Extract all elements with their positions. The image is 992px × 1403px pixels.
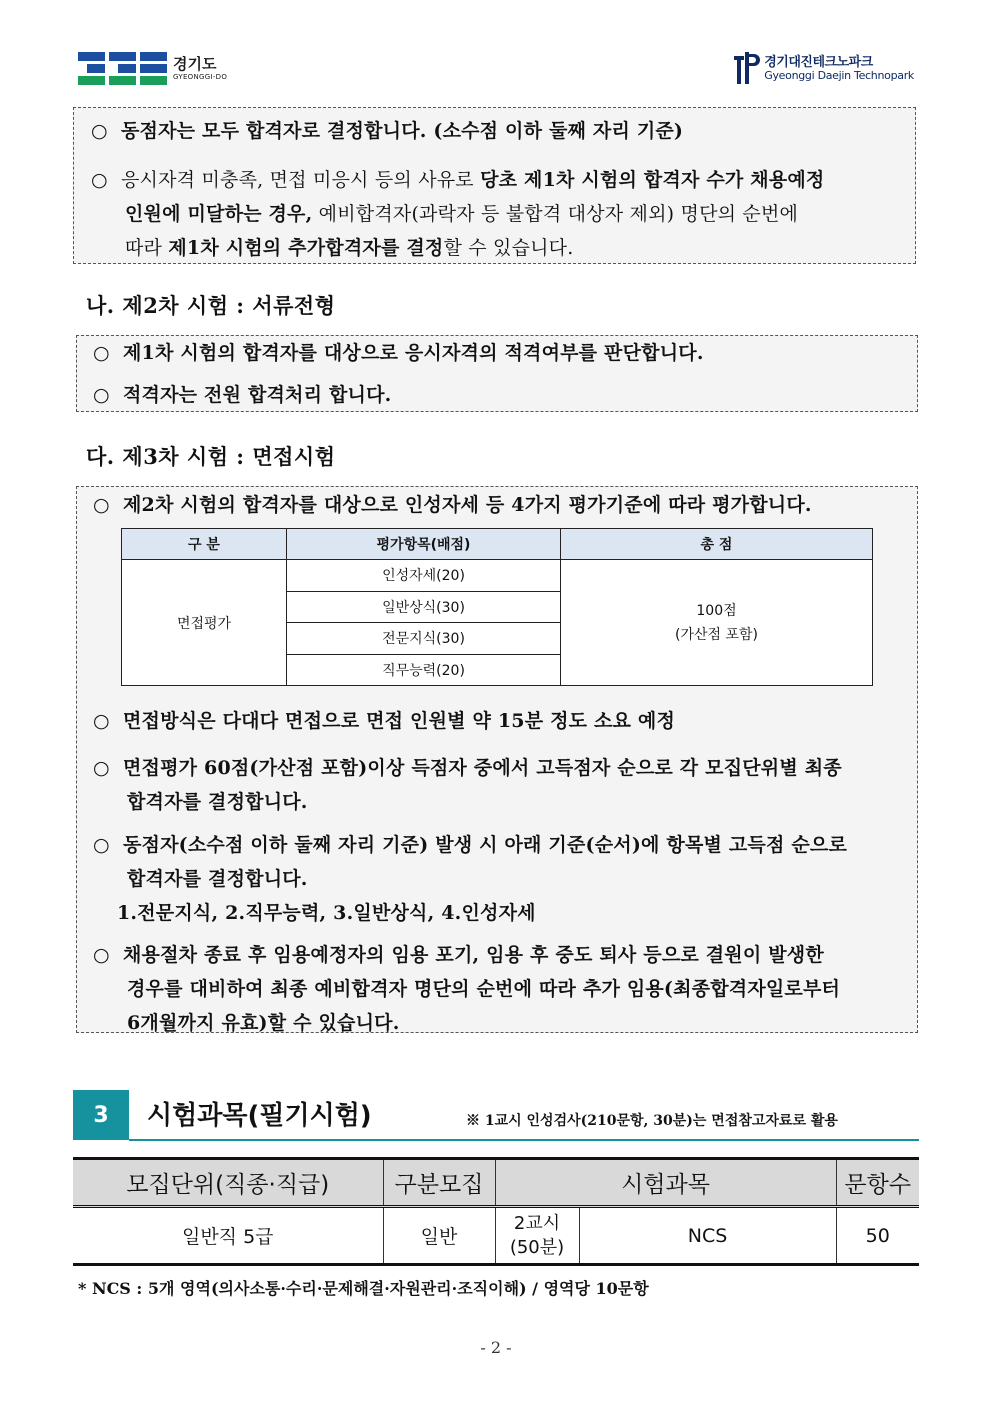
table-cell-category: 면접평가: [122, 560, 287, 686]
gyeonggi-logo-name-en: GYEONGGI-DO: [173, 73, 228, 81]
section-title: 시험과목(필기시험): [147, 1101, 372, 1131]
interview-item: ○ 동점자(소수점 이하 둘째 자리 기준) 발생 시 아래 기준(순서)에 항목별 고득점 순으로 합격자를 결정합니다. 1.전문지식, 2.직무능력, 3.일반상식, 4.인성자세: [93, 834, 848, 924]
technopark-logo-name-en: Gyeonggi Daejin Technopark: [764, 69, 914, 83]
interview-evaluation-table: [121, 528, 873, 686]
interview-item: ○ 면접방식은 다대다 면접으로 면접 인원별 약 15분 정도 소요 예정: [93, 710, 676, 732]
table-cell-item: 인성자세(20): [287, 560, 561, 592]
table-header: 구 분: [122, 529, 287, 560]
ncs-footnote: * NCS : 5개 영역(의사소통·수리·문제해결·자원관리·조직이해) / 영역당 10문항: [78, 1279, 649, 1298]
table-header: 구분모집: [383, 1159, 495, 1207]
section-number: 3: [73, 1090, 129, 1140]
table-cell-item: 일반상식(30): [287, 591, 561, 623]
section-note: ※ 1교시 인성검사(210문항, 30분)는 면접참고자료로 활용: [466, 1113, 838, 1129]
table-header: 모집단위(직종·직급): [73, 1159, 383, 1207]
section-heading-document-review: 나. 제2차 시험 : 서류전형: [86, 293, 336, 318]
table-cell-count: 50: [836, 1207, 919, 1265]
table-cell-total: 100점 (가산점 포함): [561, 560, 873, 686]
technopark-logo-name: 경기대진테크노파크: [764, 54, 873, 70]
interview-item: ○ 채용절차 종료 후 임용예정자의 임용 포기, 임용 후 중도 퇴사 등으로 결원이 발생한 경우를 대비하여 최종 예비합격자 명단의 순번에 따라 추가 임용(최종합격자일로부터 6개월까지 유효)할 수 있습니다.: [93, 944, 841, 1034]
interview-item: ○ 제2차 시험의 합격자를 대상으로 인성자세 등 4가지 평가기준에 따라 평가합니다.: [93, 494, 812, 516]
section-divider: [129, 1139, 919, 1141]
table-cell-period: 2교시 (50분): [495, 1207, 579, 1265]
tie-rule-item: ○ 동점자는 모두 합격자로 결정합니다. (소수점 이하 둘째 자리 기준): [91, 120, 684, 142]
document-review-item: ○ 적격자는 전원 합격처리 합니다.: [93, 384, 392, 406]
table-cell-subject: NCS: [579, 1207, 836, 1265]
technopark-logo: [734, 52, 914, 86]
gyeonggi-logo-name: 경기도: [173, 55, 217, 73]
additional-pass-item: ○ 응시자격 미충족, 면접 미응시 등의 사유로 당초 제1차 시험의 합격자 수가 채용예정 인원에 미달하는 경우, 예비합격자(과락자 등 불합격 대상자 제외) 명단의 순번에 따라 제1차 시험의 추가합격자를 결정할 수 있습니다.: [91, 169, 825, 259]
table-cell-unit: 일반직 5급: [73, 1207, 383, 1265]
document-review-item: ○ 제1차 시험의 합격자를 대상으로 응시자격의 적격여부를 판단합니다.: [93, 342, 704, 364]
section-heading-interview: 다. 제3차 시험 : 면접시험: [86, 444, 336, 469]
table-header: 총 점: [561, 529, 873, 560]
table-cell-item: 전문지식(30): [287, 623, 561, 655]
exam-subject-table: [73, 1157, 919, 1266]
page-header: [0, 0, 992, 100]
table-cell-type: 일반: [383, 1207, 495, 1265]
table-row: [73, 1207, 919, 1265]
page-number: - 2 -: [480, 1338, 512, 1357]
table-header: 평가항목(배점): [287, 529, 561, 560]
table-cell-item: 직무능력(20): [287, 654, 561, 686]
gyeonggi-logo-mark: [78, 52, 167, 86]
table-header: 문항수: [836, 1159, 919, 1207]
table-header: 시험과목: [495, 1159, 836, 1207]
technopark-logo-mark: [734, 52, 760, 86]
gyeonggi-logo: [78, 52, 227, 86]
interview-item: ○ 면접평가 60점(가산점 포함)이상 득점자 중에서 고득점자 순으로 각 모집단위별 최종 합격자를 결정합니다.: [93, 757, 842, 813]
